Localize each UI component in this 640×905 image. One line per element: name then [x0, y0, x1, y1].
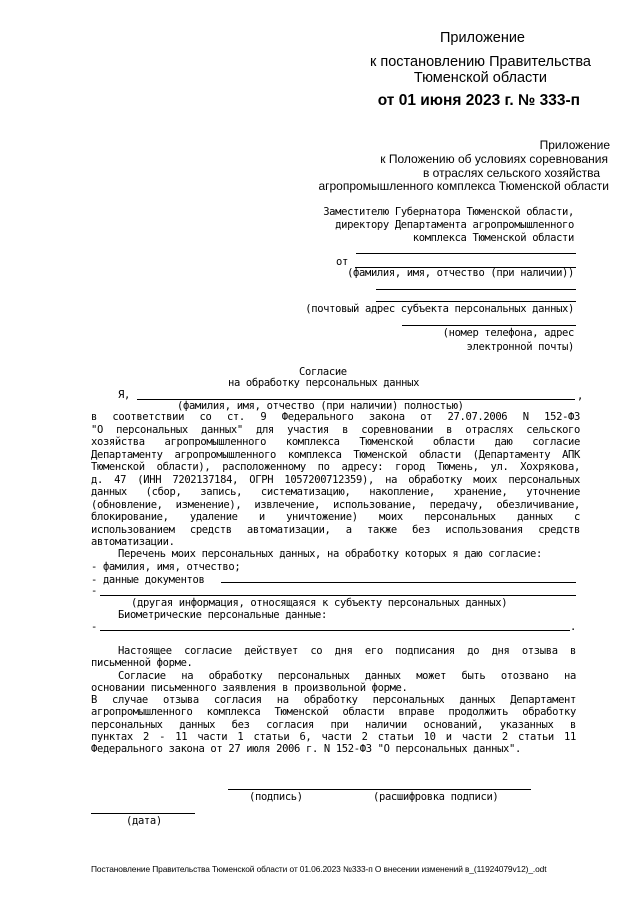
- consent-title: Согласие: [299, 366, 347, 378]
- continuation-paragraph-line: агропромышленного комплекса Тюменской области вправе продолжить обработку: [91, 706, 576, 719]
- other-data-field[interactable]: [100, 595, 576, 596]
- other-data-hint: (другая информация, относящаяся к субъекту персональных данных): [131, 597, 508, 609]
- continuation-paragraph-line: пунктах 2 - 11 части 1 статьи 6, части 2 статьи 10 и части 2 статьи 11: [91, 730, 576, 743]
- validity-line-2: письменной форме.: [91, 657, 193, 669]
- consent-paragraph-line: блокирование, удаление и уничтожение) моих персональных данных с: [91, 511, 580, 523]
- consent-paragraph-line: (обновление, изменение), извлечение, использование, передачу, обезличивание,: [91, 498, 580, 511]
- appendix-title: Приложение: [439, 30, 525, 46]
- sub-header-line-1: к Положению об условиях соревнования: [380, 152, 608, 166]
- continuation-paragraph-line: персональных данных без согласия при наличии оснований, указанных в: [91, 718, 576, 731]
- documents-field[interactable]: [221, 582, 576, 583]
- consent-paragraph-line: Департаменту агропромышленного комплекса Тюменской области (Департаменту АПК: [91, 448, 580, 461]
- continuation-last-line: Федерального закона от 27 июля 2006 г. N 152-ФЗ "О персональных данных".: [91, 743, 521, 755]
- full-name-hint: (фамилия, имя, отчество (при наличии) полностью): [177, 400, 464, 412]
- from-label: от: [336, 256, 348, 268]
- data-list-item-fio: - фамилия, имя, отчество;: [91, 561, 241, 573]
- name-comma: ,: [577, 390, 583, 402]
- consent-paragraph-line: в соответствии со ст. 9 Федерального закона от 27.07.2006 N 152-ФЗ: [91, 411, 580, 423]
- resolution-date-number: от 01 июня 2023 г. № 333-п: [377, 92, 580, 109]
- validity-line-1: Настоящее согласие действует со дня его подписания до дня отзыва в: [118, 645, 576, 657]
- address-field-2[interactable]: [376, 301, 576, 302]
- signature-decode-hint: (расшифровка подписи): [373, 791, 499, 803]
- signature-field[interactable]: [228, 789, 531, 790]
- biometric-dash: -: [91, 621, 97, 633]
- consent-paragraph: [91, 411, 580, 536]
- sub-appendix-title: Приложение: [539, 138, 610, 152]
- data-list-intro: Перечень моих персональных данных, на обработку которых я даю согласие:: [118, 548, 542, 560]
- revocation-line-1: Согласие на обработку персональных данных может быть отозвано на: [118, 670, 576, 682]
- consent-paragraph-line: д. 47 (ИНН 7202137184, ОГРН 1057200712359), на обработку моих персональных: [91, 473, 580, 486]
- date-field[interactable]: [91, 813, 195, 814]
- footer-file-name: Постановление Правительства Тюменской области от 01.06.2023 №333-п О внесении изменений в_(11924079v12)_.odt: [91, 864, 547, 874]
- consent-paragraph-line: использованием средств автоматизации, а также без использования средств: [91, 523, 580, 536]
- phone-field[interactable]: [402, 325, 576, 326]
- addressee-line-2: директору Департамента агропромышленного: [335, 219, 574, 231]
- region-name: Тюменской области: [413, 70, 547, 86]
- sub-header-line-2: в отраслях сельского хозяйства: [422, 166, 600, 180]
- consent-paragraph-line: "О персональных данных" для участия в соревновании в отраслях сельского: [91, 423, 580, 436]
- consent-paragraph-line: Тюменской области), расположенному по адресу: город Тюмень, ул. Хохрякова,: [91, 461, 580, 473]
- address-field-1[interactable]: [376, 289, 576, 290]
- biometric-field[interactable]: [100, 630, 570, 631]
- date-hint: (дата): [126, 815, 162, 827]
- phone-hint-1: (номер телефона, адрес: [442, 327, 574, 339]
- addressee-line-3: комплекса Тюменской области: [412, 232, 574, 244]
- continuation-paragraph: [91, 694, 576, 743]
- phone-hint-2: электронной почты): [466, 341, 574, 353]
- address-hint: (почтовый адрес субъекта персональных данных): [305, 303, 574, 315]
- consent-subtitle: на обработку персональных данных: [228, 377, 420, 389]
- resolution-ref: к постановлению Правительства: [370, 54, 591, 70]
- consent-paragraph-last-line: автоматизации.: [91, 536, 175, 548]
- data-list-item-documents: - данные документов: [91, 574, 205, 586]
- fio-hint: (фамилия, имя, отчество (при наличии)): [347, 267, 574, 279]
- data-list-item-other: -: [91, 585, 97, 597]
- addressee-line-1: Заместителю Губернатора Тюменской области,: [323, 206, 574, 218]
- sub-header-line-3: агропромышленного комплекса Тюменской области: [318, 179, 609, 193]
- consent-paragraph-line: хозяйства агропромышленного комплекса Тюменской области даю согласие: [91, 436, 580, 448]
- continuation-paragraph-line: В случае отзыва согласия на обработку персональных данных Департамент: [91, 694, 576, 706]
- blank-line-top[interactable]: [356, 253, 576, 254]
- biometric-period: .: [570, 621, 576, 633]
- signature-hint: (подпись): [249, 791, 303, 803]
- i-label: Я,: [118, 389, 130, 401]
- biometric-label: Биометрические персональные данные:: [118, 609, 328, 621]
- consent-paragraph-line: данных (сбор, запись, систематизацию, накопление, хранение, уточнение: [91, 486, 580, 498]
- revocation-line-2: основании письменного заявления в произвольной форме.: [91, 682, 408, 694]
